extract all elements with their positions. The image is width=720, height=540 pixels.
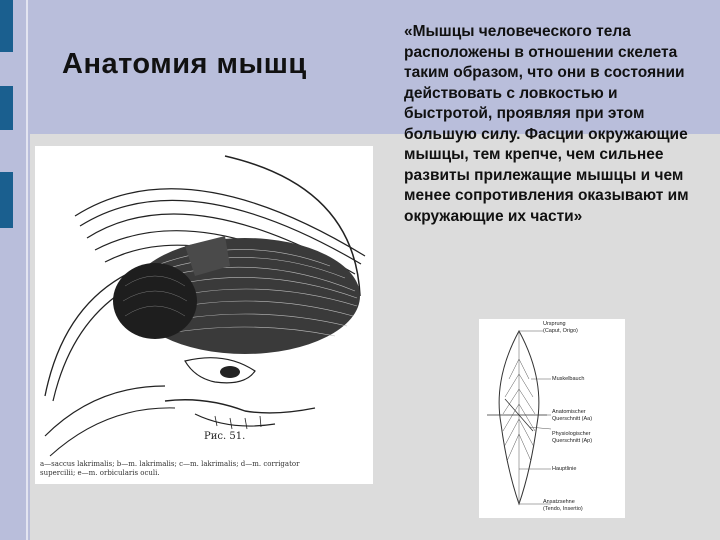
accent-bar-1 [0,0,13,52]
divider-line [26,0,28,540]
label-belly: Muskelbauch [552,376,585,382]
label-anatomical-section: Anatomischer Querschnitt (Aa) [552,409,593,422]
label-main-line: Hauptlinie [552,466,577,472]
accent-bar-2 [0,86,13,130]
figure-caption: Рис. 51. [204,431,246,442]
label-insertion: Ansatzsehne (Tendo, Insertio) [543,499,583,512]
label-origin: Ursprung (Caput, Origo) [543,321,578,334]
figure-legend-line-1: a—saccus lakrimalis; b—m. lakrimalis; c—m. lakrimalis; d—m. corrigator [40,460,300,468]
quote-text: «Мышцы человеческого тела расположены в отношении скелета таким образом, что они в состоянии действовать с ловкостью и быстротой, проявляя при этом большую силу. Фасции окружающие мышцы, тем крепче, чем сильнее развиты прилежащие мышцы и чем менее сопротивления оказывают им окружающие их части» [404,23,689,225]
muscle-structure-diagram [479,319,625,518]
slide-title: Анатомия мышц [62,48,307,80]
figure-legend-line-2: supercilii; e—m. orbicularis oculi. [40,469,160,477]
label-physiological-section: Physiologischer Querschnitt (Ap) [552,431,593,444]
accent-bar-3 [0,172,13,228]
left-strip [0,0,22,540]
figure-legend [40,460,368,478]
